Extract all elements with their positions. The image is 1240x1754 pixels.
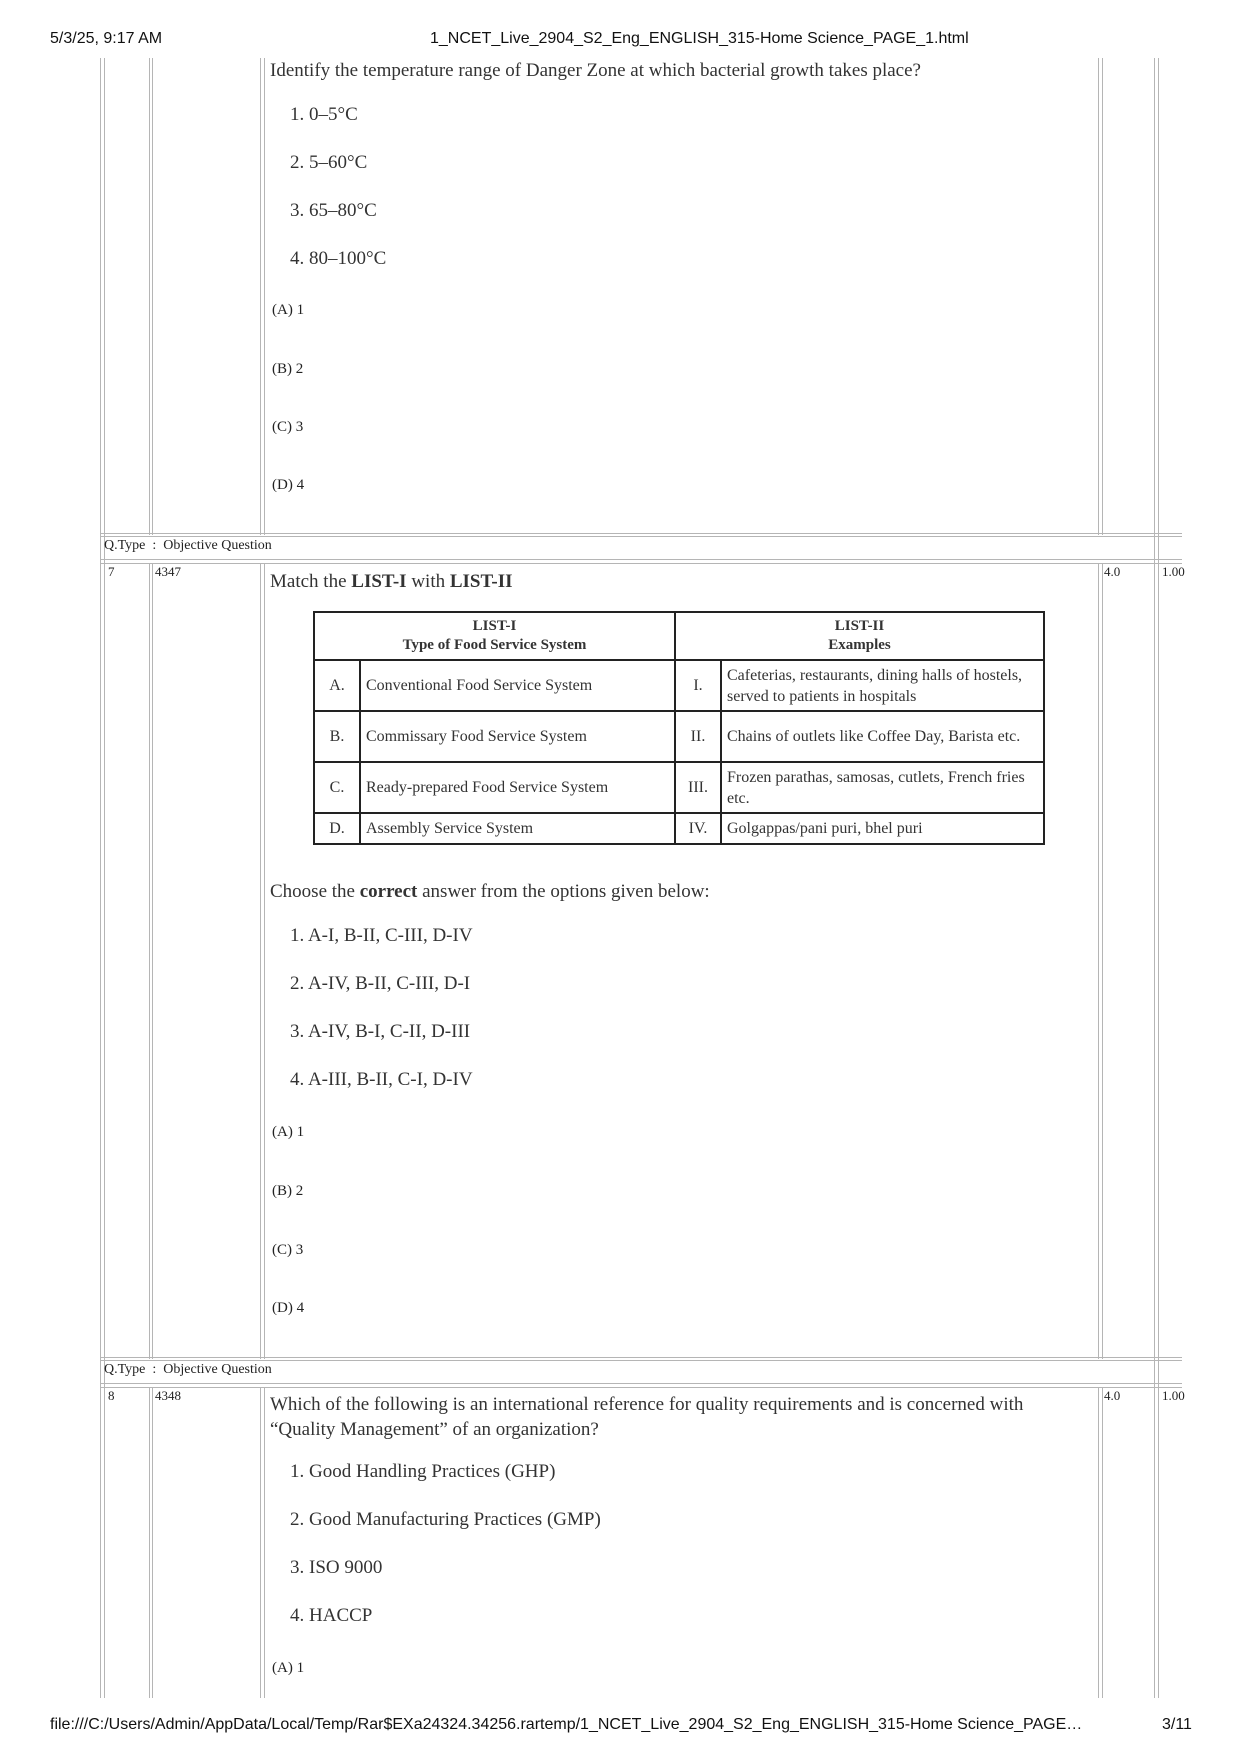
q7-question: Match the LIST-I with LIST-II (270, 571, 513, 592)
q8-negative: 1.00 (1162, 1388, 1185, 1403)
q8-type: Q.Type : Objective Question (104, 1362, 272, 1377)
q8-statement-4: 4. HACCP (290, 1605, 373, 1626)
q6-statement-2: 2. 5–60°C (290, 152, 368, 173)
q6-statement-3: 3. 65–80°C (290, 200, 377, 221)
q8-marks: 4.0 (1104, 1388, 1121, 1403)
q6-option-d: (D) 4 (272, 477, 305, 493)
q7-marks: 4.0 (1104, 564, 1121, 579)
q7-option-a: (A) 1 (272, 1124, 305, 1140)
table-row: C. Ready-prepared Food Service System III. Frozen parathas, samosas, cutlets, French fries etc. (314, 762, 1044, 813)
q7-statement-4: 4. A-III, B-II, C-I, D-IV (290, 1069, 473, 1090)
q6-option-b: (B) 2 (272, 361, 304, 377)
table-row: D. Assembly Service System IV. Golgappas/pani puri, bhel puri (314, 813, 1044, 844)
q6-option-c: (C) 3 (272, 419, 304, 435)
q7-id: 4347 (155, 564, 181, 579)
q7-negative: 1.00 (1162, 564, 1185, 579)
q6-statement-4: 4. 80–100°C (290, 248, 387, 269)
q7-instruction: Choose the correct answer from the options given below: (270, 881, 710, 902)
q8-option-a: (A) 1 (272, 1660, 305, 1676)
print-page-number: 3/11 (1162, 1716, 1192, 1733)
q6-statement-1: 1. 0–5°C (290, 104, 358, 125)
q8-number: 8 (108, 1388, 115, 1403)
q8-question: Which of the following is an international reference for quality requirements and is concerned with “Quality Management” of an organization? (270, 1394, 1024, 1440)
print-url: file:///C:/Users/Admin/AppData/Local/Temp/Rar$EXa24324.34256.rartemp/1_NCET_Live_2904_S2_Eng_ENGLISH_315-Home Science_PAGE… (50, 1716, 1083, 1733)
q8-statement-2: 2. Good Manufacturing Practices (GMP) (290, 1509, 601, 1530)
list2-header: LIST-II Examples (675, 612, 1044, 660)
q6-question: Identify the temperature range of Danger Zone at which bacterial growth takes place? (270, 60, 921, 81)
print-datetime: 5/3/25, 9:17 AM (50, 30, 163, 47)
q7-number: 7 (108, 564, 115, 579)
table-row: B. Commissary Food Service System II. Chains of outlets like Coffee Day, Barista etc. (314, 711, 1044, 762)
q7-statement-3: 3. A-IV, B-I, C-II, D-III (290, 1021, 471, 1042)
q7-type: Q.Type : Objective Question (104, 538, 272, 553)
q7-option-c: (C) 3 (272, 1242, 304, 1258)
q7-option-d: (D) 4 (272, 1300, 305, 1316)
q8-statement-3: 3. ISO 9000 (290, 1557, 383, 1578)
q7-option-b: (B) 2 (272, 1183, 304, 1199)
q8-id: 4348 (155, 1388, 181, 1403)
print-title: 1_NCET_Live_2904_S2_Eng_ENGLISH_315-Home Science_PAGE_1.html (430, 30, 969, 47)
list1-header: LIST-I Type of Food Service System (314, 612, 675, 660)
q7-statement-2: 2. A-IV, B-II, C-III, D-I (290, 973, 471, 994)
q6-option-a: (A) 1 (272, 302, 305, 318)
match-table (313, 611, 1045, 845)
q8-statement-1: 1. Good Handling Practices (GHP) (290, 1461, 556, 1482)
q7-statement-1: 1. A-I, B-II, C-III, D-IV (290, 925, 473, 946)
table-row: A. Conventional Food Service System I. Cafeterias, restaurants, dining halls of hostels, served to patients in hospitals (314, 660, 1044, 711)
